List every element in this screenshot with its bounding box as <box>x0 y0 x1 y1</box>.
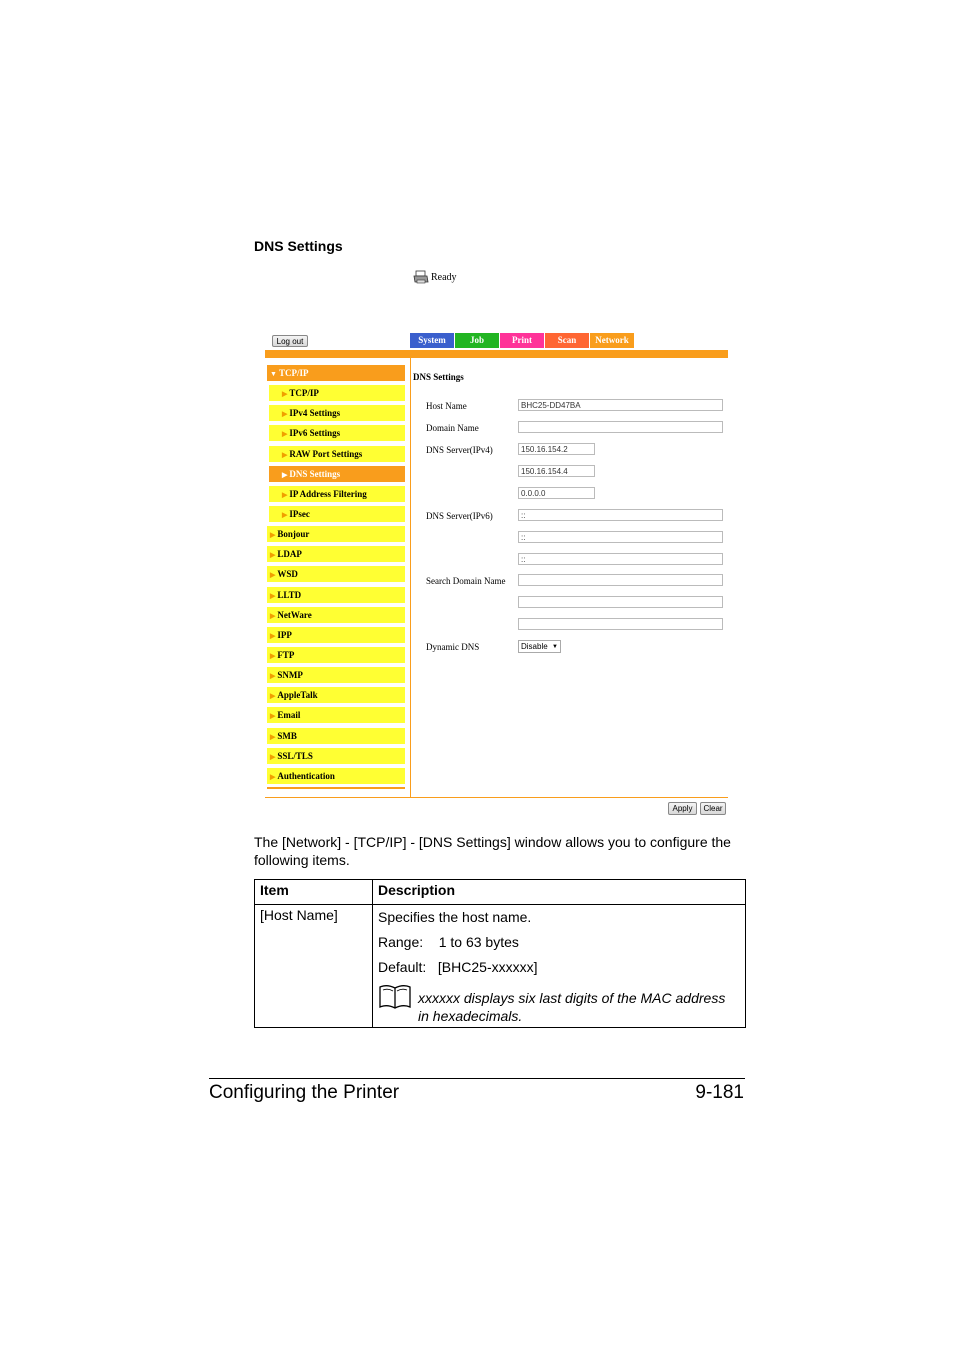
dynamic-dns-value: Disable <box>521 642 548 651</box>
sidebar-item-label: AppleTalk <box>277 690 318 701</box>
triangle-right-icon: ▶ <box>282 510 288 519</box>
table-header-item: Item <box>255 880 373 905</box>
dns-ipv6-field-3[interactable]: :: <box>518 553 723 565</box>
sidebar-item-label: IPv6 Settings <box>289 428 341 439</box>
sidebar-item-label: IPP <box>277 629 292 640</box>
sidebar-item-label: FTP <box>277 649 295 660</box>
sidebar-item-label: TCP/IP <box>278 368 309 378</box>
triangle-right-icon: ▶ <box>270 591 276 600</box>
dynamic-dns-select[interactable] <box>518 640 561 653</box>
sidebar-menu <box>267 365 405 788</box>
sidebar-item-email[interactable] <box>267 707 405 723</box>
search-domain-field-1[interactable] <box>518 574 723 586</box>
printer-icon <box>413 269 429 285</box>
sidebar-item-ipv4-settings[interactable] <box>269 405 405 421</box>
sidebar-item-raw-port-settings[interactable] <box>269 446 405 462</box>
sidebar-item-label: IPsec <box>289 508 310 519</box>
triangle-right-icon: ▶ <box>282 390 288 399</box>
default-text: Default: [BHC25-xxxxxx] <box>378 959 538 975</box>
sidebar-item-ftp[interactable] <box>267 647 405 663</box>
note <box>378 984 740 1025</box>
dns-ipv4-label: DNS Server(IPv4) <box>426 445 493 455</box>
tab-system[interactable]: System <box>410 333 454 348</box>
status-text: Ready <box>431 271 457 283</box>
triangle-right-icon: ▶ <box>270 611 276 620</box>
sidebar-item-label: SNMP <box>277 670 303 681</box>
sidebar-item-bonjour[interactable] <box>267 526 405 542</box>
triangle-right-icon: ▶ <box>270 571 276 580</box>
sidebar-item-label: Email <box>277 710 301 721</box>
sidebar-item-label: TCP/IP <box>289 388 319 399</box>
sidebar-item-netware[interactable] <box>267 607 405 623</box>
intro-paragraph: The [Network] - [TCP/IP] - [DNS Settings] window allows you to configure the following items. <box>254 834 731 868</box>
search-domain-label: Search Domain Name <box>426 576 506 586</box>
search-domain-field-2[interactable] <box>518 596 723 608</box>
sidebar-item-label: IP Address Filtering <box>289 488 367 499</box>
section-title: DNS Settings <box>254 238 343 254</box>
sidebar-item-smb[interactable] <box>267 728 405 744</box>
sidebar-item-authentication[interactable] <box>267 768 405 784</box>
sidebar-item-ipp[interactable] <box>267 627 405 643</box>
sidebar-item-snmp[interactable] <box>267 667 405 683</box>
search-domain-field-3[interactable] <box>518 618 723 630</box>
triangle-right-icon: ▶ <box>270 672 276 681</box>
form-title: DNS Settings <box>413 372 464 382</box>
tab-print[interactable]: Print <box>500 333 544 348</box>
triangle-right-icon: ▶ <box>270 531 276 540</box>
sidebar-item-label: NetWare <box>277 609 312 620</box>
dns-ipv4-field-1[interactable]: 150.16.154.2 <box>518 443 595 455</box>
apply-button[interactable]: Apply <box>668 802 697 815</box>
book-icon <box>378 984 412 1010</box>
bottom-divider <box>265 797 728 798</box>
sidebar-item-ipsec[interactable] <box>269 506 405 522</box>
sidebar-item-wsd[interactable] <box>267 566 405 582</box>
triangle-right-icon: ▶ <box>270 551 276 560</box>
footer-rule <box>209 1078 745 1079</box>
chevron-down-icon: ▼ <box>552 644 558 650</box>
triangle-right-icon: ▶ <box>270 631 276 640</box>
clear-button[interactable]: Clear <box>700 802 726 815</box>
vertical-divider <box>410 358 411 798</box>
sidebar-item-label: Authentication <box>277 770 335 781</box>
sidebar-item-ipv6-settings[interactable] <box>269 425 405 441</box>
table-header-description: Description <box>373 880 746 905</box>
logout-button[interactable]: Log out <box>272 335 308 347</box>
domain-name-field[interactable] <box>518 421 723 433</box>
sidebar-item-label: DNS Settings <box>289 468 341 479</box>
tab-scan[interactable]: Scan <box>545 333 589 348</box>
table-cell-item: [Host Name] <box>255 905 373 1028</box>
dns-ipv4-field-3[interactable]: 0.0.0.0 <box>518 487 595 499</box>
sidebar-item-label: LDAP <box>277 549 302 560</box>
sidebar-item-label: IPv4 Settings <box>289 408 341 419</box>
sidebar-item-label: Bonjour <box>277 529 310 540</box>
triangle-down-icon: ▼ <box>270 370 277 378</box>
main-tabs <box>410 333 634 348</box>
dns-ipv6-field-2[interactable]: :: <box>518 531 723 543</box>
host-name-label: Host Name <box>426 401 467 411</box>
table-header-row <box>255 880 746 905</box>
sidebar-item-appletalk[interactable] <box>267 687 405 703</box>
dns-ipv4-field-2[interactable]: 150.16.154.4 <box>518 465 595 477</box>
triangle-right-icon: ▶ <box>282 410 288 419</box>
printer-status <box>413 269 457 285</box>
triangle-right-icon: ▶ <box>270 712 276 721</box>
triangle-right-icon: ▶ <box>270 651 276 660</box>
triangle-right-icon: ▶ <box>282 450 288 459</box>
dynamic-dns-label: Dynamic DNS <box>426 642 480 652</box>
dns-ipv6-field-1[interactable]: :: <box>518 509 723 521</box>
triangle-right-icon: ▶ <box>270 772 276 781</box>
sidebar-item-dns-settings[interactable] <box>269 466 405 482</box>
sidebar-item-label: WSD <box>277 569 298 580</box>
sidebar-item-tcp-ip[interactable] <box>269 385 405 401</box>
domain-name-label: Domain Name <box>426 423 479 433</box>
sidebar-item-ssl-tls[interactable] <box>267 748 405 764</box>
header-bar <box>265 350 728 358</box>
sidebar-item-label: SSL/TLS <box>277 750 313 761</box>
sidebar-item-label: RAW Port Settings <box>289 448 363 459</box>
tab-network[interactable]: Network <box>590 333 634 348</box>
sidebar-item-ip-address-filtering[interactable] <box>269 486 405 502</box>
table-row <box>255 905 746 1028</box>
footer-title: Configuring the Printer <box>209 1082 400 1103</box>
triangle-right-icon: ▶ <box>282 490 288 499</box>
sidebar-divider <box>267 787 405 789</box>
sidebar-item-ldap[interactable] <box>267 546 405 562</box>
tab-job[interactable]: Job <box>455 333 499 348</box>
sidebar-item-label: LLTD <box>277 589 302 600</box>
triangle-right-icon: ▶ <box>270 752 276 761</box>
triangle-right-icon: ▶ <box>270 732 276 741</box>
range-text: Range: 1 to 63 bytes <box>378 934 519 950</box>
table-cell-description <box>373 905 746 1028</box>
sidebar-item-label: SMB <box>277 730 297 741</box>
description-text: Specifies the host name. <box>378 909 532 925</box>
settings-table <box>254 879 746 1028</box>
dns-ipv6-label: DNS Server(IPv6) <box>426 511 493 521</box>
host-name-field[interactable]: BHC25-DD47BA <box>518 399 723 411</box>
sidebar-item-lltd[interactable] <box>267 587 405 603</box>
triangle-right-icon: ▶ <box>282 470 288 479</box>
triangle-right-icon: ▶ <box>282 430 288 439</box>
sidebar-item-tcp-ip[interactable] <box>267 365 405 381</box>
page-number: 9-181 <box>695 1082 744 1103</box>
note-text: xxxxxx displays six last digits of the MAC address in hexadecimals. <box>418 990 726 1024</box>
triangle-right-icon: ▶ <box>270 692 276 701</box>
